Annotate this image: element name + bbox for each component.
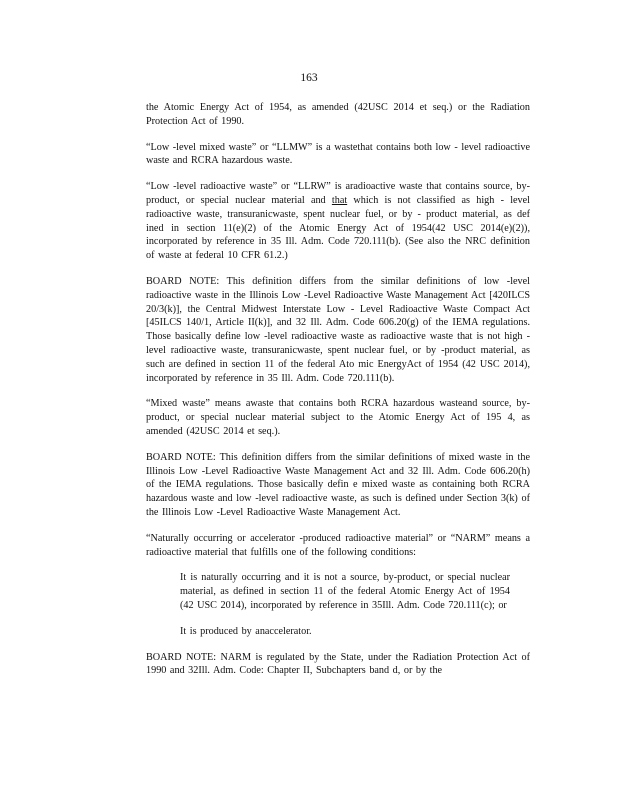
definition-narm: “Naturally occurring or accelerator -produced radioactive material” or “NARM” means a radioactive material that fulfills one of the following conditions: [146, 532, 530, 558]
definition-mixed-waste: “Mixed waste” means awaste that contains both RCRA hazardous wasteand source, by-product, or special nuclear material subject to the Atomic Energy Act of 195 4, as amended (42USC 2014 et seq.). [146, 398, 530, 437]
page-body [146, 101, 530, 690]
page-number: 163 [300, 72, 318, 84]
continuation-paragraph: the Atomic Energy Act of 1954, as amended (42USC 2014 et seq.) or the Radiation Protection Act of 1990. [146, 102, 530, 127]
definition-llrw-part-2: which is not classified as high - level radioactive waste, transuranicwaste, spent nuclear fuel, or by - product material, as def ined in section 11(e)(2) of the Atomic Energy Act of 1954(42 USC 2014(e)(2)), incorporated by reference in 35 Ill. Adm. Code 720.111(b). (See also the NRC definition of waste at federal 10 CFR 61.2.) [146, 194, 530, 262]
board-note-llrw: BOARD NOTE: This definition differs from the similar definitions of low -level radioactive waste in the Illinois Low -Level Radioactive Waste Management Act [420ILCS 20/3(k)], the Central Midwest Interstate Low - Level Radioactive Waste Compact Act [45ILCS 140/1, Article II(k)], and 32 Ill. Adm. Code 606.20(g) of the IEMA regulations. Those basically define low -level radioactive waste as radioactive waste that is not high -level radioactive waste, transuranicwaste, spent nuclear fuel, or by -product material, as such are defined in section 11 of the federal Ato mic EnergyAct of 1954 (42 USC 2014), incorporated by reference in 35 Ill. Adm. Code 720.111(b). [146, 275, 530, 384]
board-note-narm: BOARD NOTE: NARM is regulated by the State, under the Radiation Protection Act of 1990 and 32Ill. Adm. Code: Chapter II, Subchapters band d, or by the [146, 651, 530, 677]
definition-llrw [146, 180, 530, 263]
definition-llrw-part-1: “Low -level radioactive waste” or “LLRW” is aradioactive waste that contains source, by-product, or special nuclear material and [146, 181, 530, 206]
definition-llrw-underlined-word: that [331, 194, 348, 206]
definition-llmw: “Low -level mixed waste” or “LLMW” is a wastethat contains both low - level radioactive waste and RCRA hazardous waste. [146, 141, 530, 167]
narm-condition-1: It is naturally occurring and it is not a source, by-product, or special nuclear material, as defined in section 11 of the federal Atomic Energy Act of 1954 (42 USC 2014), incorporated by reference in 35Ill. Adm. Code 720.111(c); or [180, 572, 510, 611]
narm-condition-2: It is produced by anaccelerator. [180, 625, 312, 637]
board-note-mixed-waste: BOARD NOTE: This definition differs from the similar definitions of mixed waste in the Illinois Low -Level Radioactive Waste Management Act and 32 Ill. Adm. Code 606.20(h) of the IEMA regulations. Those basically defin e mixed waste as containing both RCRA hazardous waste and low -level radioactive waste, as such is defined under Section 3(k) of the Illinois Low -Level Radioactive Waste Management Act. [146, 451, 530, 518]
